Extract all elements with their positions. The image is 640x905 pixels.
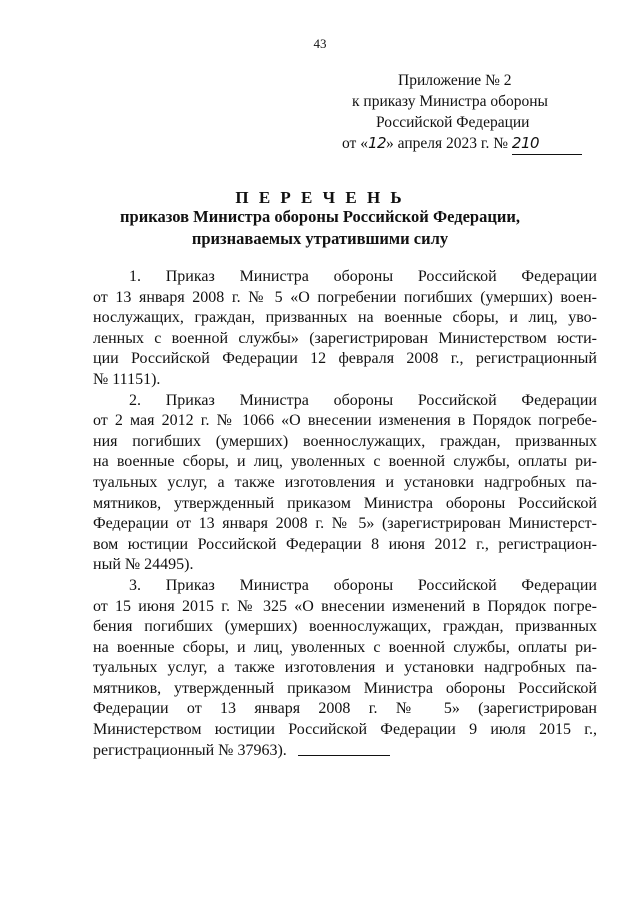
text-line: Федерации от 13 января 2008 г. № 5» (зарегистрирован — [93, 700, 597, 718]
list-item — [93, 267, 597, 391]
text-line: 3. Приказ Министра обороны Российской Федерации — [129, 576, 597, 594]
text-line: 1. Приказ Министра обороны Российской Федерации — [129, 268, 597, 285]
list-item — [93, 391, 597, 576]
text-line: Федерации от 13 января 2008 г. № 5» (зарегистрирован Министерст- — [93, 515, 597, 533]
handwritten-number: 210 — [511, 134, 540, 152]
text-line: от 13 января 2008 г. № 5 «О погребении погибших (умерших) воен- — [93, 288, 597, 306]
text-line: ции Российской Федерации 12 февраля 2008 г., регистрационный — [93, 350, 597, 368]
text-line: ный № 24495). — [93, 556, 194, 574]
text-line: 2. Приказ Министра обороны Российской Федерации — [129, 391, 597, 409]
appendix-date-line — [330, 133, 630, 155]
text-line: туальных услуг, а также изготовления и установки надгробных па- — [93, 473, 597, 491]
appendix-line-1: Приложение № 2 — [398, 72, 512, 89]
text-line: вом юстиции Российской Федерации 8 июня 2012 г., регистрацион- — [93, 535, 597, 553]
appendix-header — [330, 70, 630, 155]
page-number: 43 — [313, 36, 327, 51]
text-line: от 2 мая 2012 г. № 1066 «О внесении изменения в Порядок погребе- — [93, 412, 597, 430]
order-number-field — [512, 133, 582, 155]
date-mid: » апреля 2023 г. № — [386, 135, 512, 152]
text-line: туальных услуг, а также изготовления и установки надгробных па- — [93, 659, 597, 677]
document-title: П Е Р Е Ч Е Н Ь — [235, 188, 405, 207]
document-subtitle-line-2: признаваемых утратившими силу — [191, 229, 449, 248]
text-line: от 15 июня 2015 г. № 325 «О внесении изменений в Порядок погре- — [93, 597, 597, 615]
text-line: ленных с военной службы» (зарегистрирован Министерством юсти- — [93, 329, 597, 347]
text-line: мятников, утвержденный приказом Министра обороны Российской — [93, 494, 597, 512]
text-line: регистрационный № 37963). — [93, 741, 287, 759]
appendix-line-2: к приказу Министра обороны — [352, 93, 548, 110]
text-line: на военные сборы, и лиц, уволенных с военной службы, оплаты ри- — [93, 453, 597, 471]
document-body — [93, 267, 597, 761]
date-prefix: от « — [342, 135, 368, 152]
text-line: Министерством юстиции Российской Федерации 9 июля 2015 г., — [93, 721, 597, 739]
text-line: мятников, утвержденный приказом Министра обороны Российской — [93, 679, 597, 697]
text-line: на военные сборы, и лиц, уволенных с военной службы, оплаты ри- — [93, 638, 597, 656]
text-line: № 11151). — [93, 370, 161, 388]
appendix-line-3: Российской Федерации — [376, 114, 530, 131]
text-line: ния погибших (умерших) военнослужащих, граждан, призванных — [93, 432, 597, 450]
text-line: нослужащих, граждан, призванных на военные сборы, и лиц, уво- — [93, 309, 597, 327]
document-subtitle-line-1: приказов Министра обороны Российской Федерации, — [120, 207, 520, 226]
text-line: бения погибших (умерших) военнослужащих, граждан, призванных — [93, 618, 597, 636]
list-item — [93, 576, 597, 761]
handwritten-day: 12 — [367, 134, 387, 152]
end-divider — [298, 755, 390, 756]
